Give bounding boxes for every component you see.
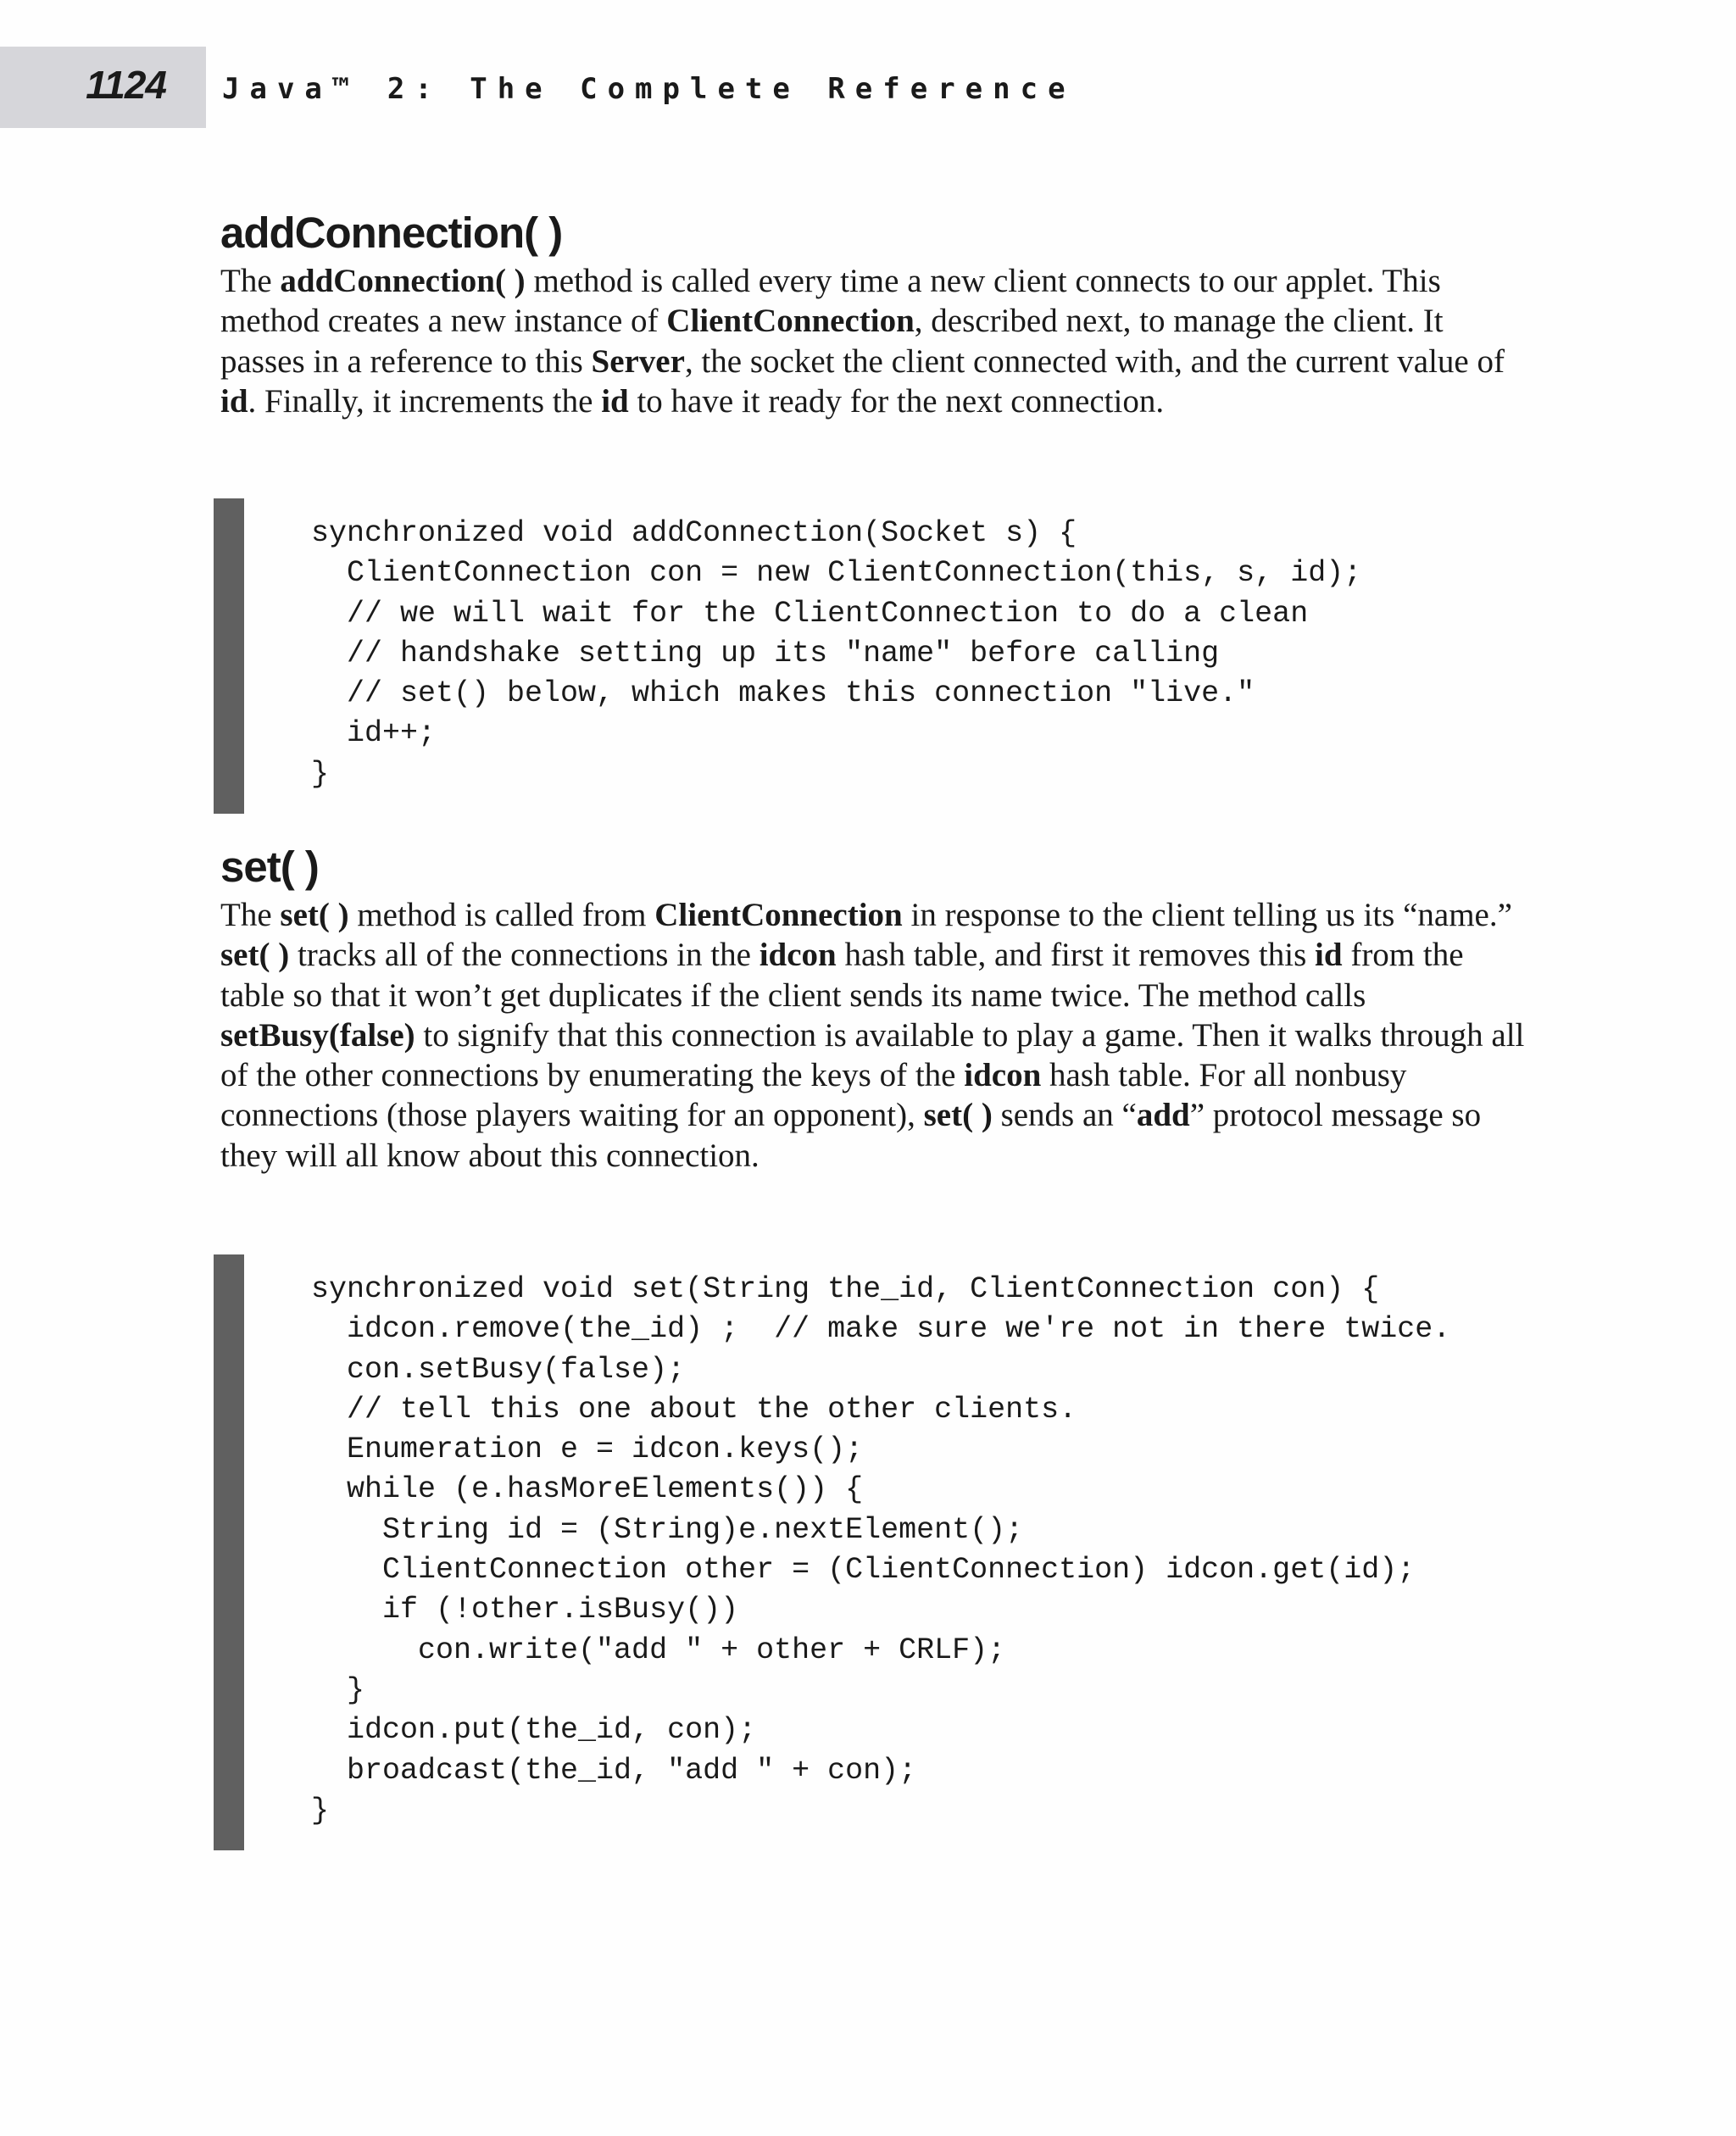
section-heading-addconnection: addConnection( ) xyxy=(220,209,563,257)
page-number-box xyxy=(0,47,206,128)
code-listing-set xyxy=(214,1254,1527,1850)
code-line: con.write("add " + other + CRLF); xyxy=(311,1633,1006,1667)
paragraph-text: to have it ready for the next connection. xyxy=(628,382,1165,420)
paragraph-text: method is called from xyxy=(348,897,655,933)
inline-code-term: idcon xyxy=(964,1057,1042,1094)
inline-code-term: setBusy(false) xyxy=(220,1016,415,1054)
code-line: // handshake setting up its "name" before calling xyxy=(311,636,1220,670)
code-line: // we will wait for the ClientConnection to do a clean xyxy=(311,596,1309,631)
section-paragraph-addconnection xyxy=(220,261,1526,421)
page-number: 1124 xyxy=(86,63,166,107)
paragraph-text: sends an “ xyxy=(992,1097,1137,1134)
inline-code-term: set( ) xyxy=(220,937,290,974)
paragraph-text: method is called every time a new client connects to our applet. This method creates a new instance of xyxy=(220,263,1441,340)
paragraph-text: . Finally, it increments the xyxy=(248,382,602,420)
code-line: synchronized void addConnection(Socket s) { xyxy=(311,516,1077,550)
paragraph-text: The xyxy=(220,263,281,299)
paragraph-text: , the socket the client connected with, and the current value of xyxy=(684,342,1505,380)
code-sidebar-bar xyxy=(214,498,244,814)
section-paragraph-set xyxy=(220,895,1526,1176)
code-sidebar-bar xyxy=(214,1254,244,1850)
code-lines xyxy=(311,1270,1450,1831)
inline-code-term: ClientConnection xyxy=(666,303,915,340)
inline-code-term: set( ) xyxy=(280,897,349,933)
paragraph-text: from the table so that it won’t get duplicates if the client sends its name twice. The method calls xyxy=(220,937,1464,1014)
paragraph-text: ” protocol message so they will all know about this connection. xyxy=(220,1097,1482,1174)
code-line: ClientConnection other = (ClientConnection) idcon.get(id); xyxy=(311,1553,1416,1588)
code-line: idcon.put(the_id, con); xyxy=(311,1713,757,1748)
paragraph-text: The xyxy=(220,897,281,933)
paragraph-text: hash table. For all nonbusy connections (those players waiting for an opponent), xyxy=(220,1057,1407,1134)
paragraph-text: hash table, and first it removes this xyxy=(836,937,1316,974)
inline-code-term: set( ) xyxy=(923,1097,993,1134)
code-listing-addconnection xyxy=(214,498,1527,814)
code-line: while (e.hasMoreElements()) { xyxy=(311,1472,864,1507)
inline-code-term: idcon xyxy=(759,937,837,974)
paragraph-text: tracks all of the connections in the xyxy=(289,937,760,974)
inline-code-term: id xyxy=(1315,937,1343,974)
inline-code-term: ClientConnection xyxy=(654,897,903,933)
paragraph-text: to signify that this connection is available to play a game. Then it walks through all of the other connections by enumerating the keys of the xyxy=(220,1016,1525,1094)
inline-code-term: id xyxy=(220,382,248,420)
running-header xyxy=(0,47,1736,128)
code-line: con.setBusy(false); xyxy=(311,1352,686,1387)
code-line: if (!other.isBusy()) xyxy=(311,1593,739,1627)
code-line: } xyxy=(311,1793,330,1827)
code-line: Enumeration e = idcon.keys(); xyxy=(311,1432,864,1467)
inline-code-term: id xyxy=(601,382,629,420)
code-line: id++; xyxy=(311,716,437,751)
code-line: // set() below, which makes this connection "live." xyxy=(311,676,1255,711)
inline-code-term: addConnection( ) xyxy=(280,263,526,299)
paragraph-text: , described next, to manage the client. It passes in a reference to this xyxy=(220,303,1444,380)
inline-code-term: add xyxy=(1136,1097,1190,1134)
code-line: String id = (String)e.nextElement(); xyxy=(311,1512,1024,1547)
paragraph-text: in response to the client telling us its “name.” xyxy=(902,897,1512,933)
code-line: } xyxy=(311,1672,365,1707)
inline-code-term: Server xyxy=(591,342,685,380)
code-lines xyxy=(311,514,1361,794)
section-heading-set: set( ) xyxy=(220,843,319,891)
code-line: } xyxy=(311,756,330,791)
code-line: broadcast(the_id, "add " + con); xyxy=(311,1753,917,1788)
code-line: idcon.remove(the_id) ; // make sure we're not in there twice. xyxy=(311,1312,1451,1347)
code-line: // tell this one about the other clients. xyxy=(311,1392,1077,1427)
code-line: synchronized void set(String the_id, ClientConnection con) { xyxy=(311,1272,1380,1306)
code-line: ClientConnection con = new ClientConnection(this, s, id); xyxy=(311,556,1362,591)
running-title: Java™ 2: The Complete Reference xyxy=(222,72,1076,106)
